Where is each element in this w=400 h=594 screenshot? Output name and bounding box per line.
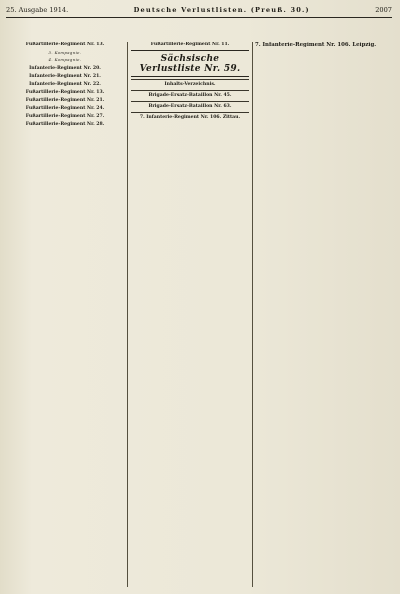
column-middle (131, 42, 249, 123)
section-top (131, 42, 249, 48)
section-title: Fußartillerie-Regiment Nr. 24. (25, 106, 105, 111)
section-rule (131, 90, 249, 91)
section-title: Fußartillerie-Regiment Nr. 27. (25, 114, 105, 119)
section-title: Fußartillerie-Regiment Nr. 13. (25, 90, 105, 95)
regiment-section (131, 90, 249, 99)
regiment-section (6, 66, 124, 72)
section-rule (131, 101, 249, 102)
section-title: Infanterie-Regiment Nr. 20. (29, 66, 101, 71)
regiment-section (6, 98, 124, 104)
section-title: 7. Infanterie-Regiment Nr. 106. Leipzig. (255, 42, 377, 48)
section-title: Fußartillerie-Regiment Nr. 21. (25, 98, 105, 103)
page-header (6, 4, 392, 16)
regiment-section (6, 74, 124, 80)
section-title: Brigade-Ersatz-Bataillon Nr. 45. (148, 93, 232, 98)
regiment-section (6, 50, 124, 55)
regiment-section (131, 101, 249, 110)
regiment-section (131, 79, 249, 88)
header-page-number: 2007 (375, 6, 392, 14)
section-title: Inhalts-Verzeichnis. (164, 82, 216, 87)
section-subtitle: 4. Kompagnie. (48, 57, 82, 62)
column-divider-2 (252, 42, 253, 587)
regiment-section (6, 114, 124, 120)
masthead-title: Sächsische Verlustliste Nr. 59. (139, 54, 241, 74)
column-right (255, 42, 392, 48)
header-rule (6, 17, 392, 18)
header-issue: 25. Ausgabe 1914. (6, 6, 69, 14)
regiment-section (6, 42, 124, 48)
regiment-section (131, 112, 249, 121)
regiment-section (6, 122, 124, 128)
regiment-section (6, 90, 124, 96)
section-title: Fußartillerie-Regiment Nr. 28. (25, 122, 105, 127)
section-title: Fußartillerie-Regiment Nr. 11. (150, 42, 230, 47)
section-title: Infanterie-Regiment Nr. 21. (29, 74, 101, 79)
header-title: Deutsche Verlustlisten. (Preuß. 30.) (133, 6, 310, 14)
section-rule (131, 112, 249, 113)
section-subtitle: 3. Kompagnie. (48, 50, 82, 55)
column-divider-1 (127, 42, 128, 587)
section-title: Brigade-Ersatz-Bataillon Nr. 63. (148, 104, 232, 109)
regiment-section (6, 106, 124, 112)
section-title: 7. Infanterie-Regiment Nr. 106. Zittau. (139, 115, 241, 120)
section-title: Infanterie-Regiment Nr. 22. (29, 82, 101, 87)
saxon-list-masthead (131, 50, 249, 77)
column-left (6, 42, 124, 130)
section-title: Fußartillerie-Regiment Nr. 13. (25, 42, 105, 47)
regiment-section (6, 82, 124, 88)
section-rule (131, 79, 249, 80)
regiment-section (6, 57, 124, 62)
